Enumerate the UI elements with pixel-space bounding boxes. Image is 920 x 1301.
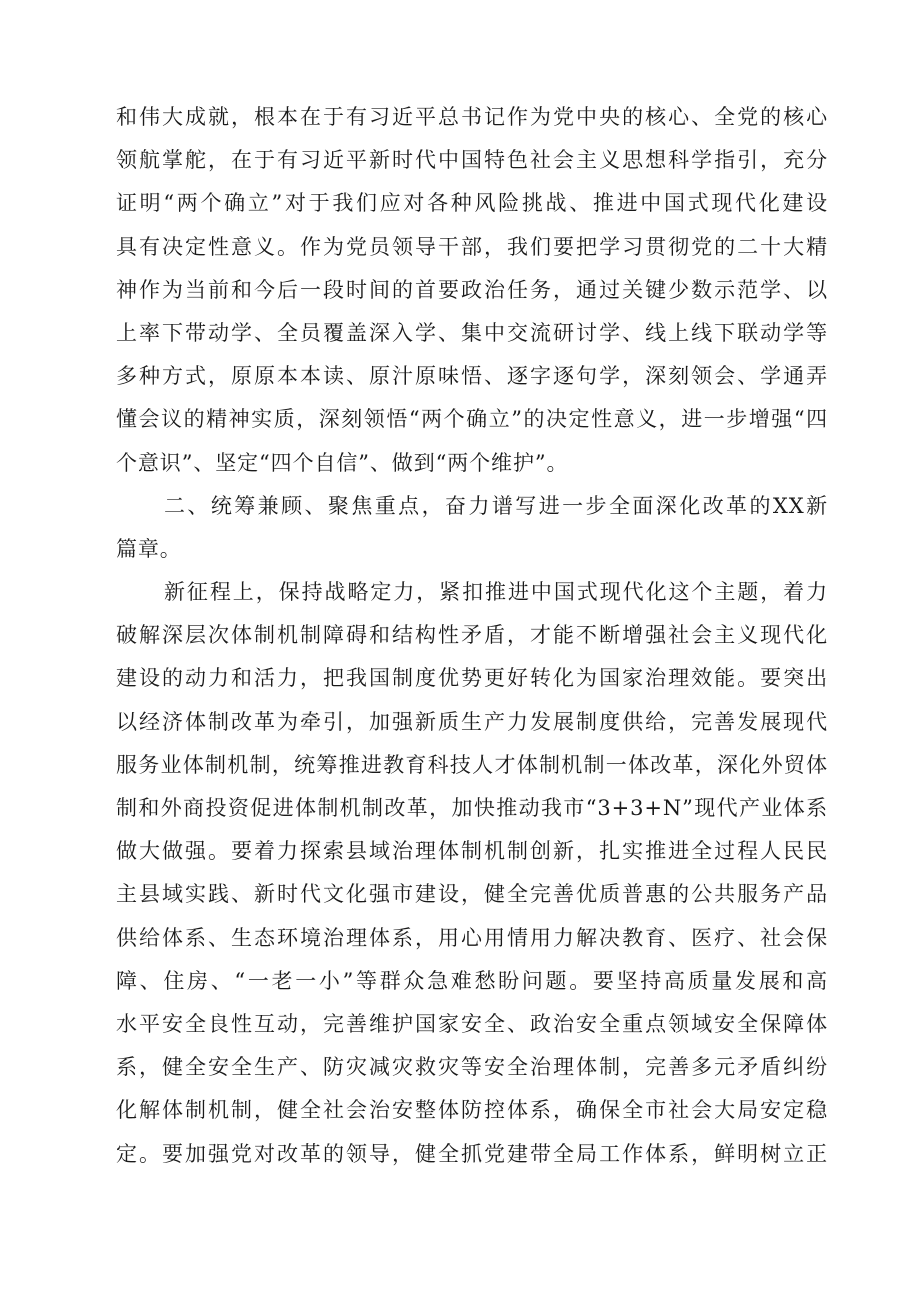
text-line: 和伟大成就，根本在于有习近平总书记作为党中央的核心、全党的核心 bbox=[116, 105, 828, 129]
paragraph-continuation bbox=[116, 96, 828, 485]
text-line: 具有决定性意义。作为党员领导干部，我们要把学习贯彻党的二十大精 bbox=[116, 234, 828, 259]
heading-line: 二、统筹兼顾、聚焦重点，奋力谱写进一步全面深化改革的XX新 bbox=[164, 493, 828, 518]
text-line: 水平安全良性互动，完善维护国家安全、政治安全重点领域安全保障体 bbox=[116, 1011, 828, 1036]
text-line: 神作为当前和今后一段时间的首要政治任务，通过关键少数示范学、以 bbox=[116, 277, 828, 302]
section-heading bbox=[116, 485, 828, 571]
text-line: 懂会议的精神实质，深刻领悟“两个确立”的决定性意义，进一步增强“四 bbox=[116, 407, 828, 432]
text-line: 上率下带动学、全员覆盖深入学、集中交流研讨学、线上线下联动学等 bbox=[116, 320, 828, 345]
text-line: 主县域实践、新时代文化强市建设，健全完善优质普惠的公共服务产品 bbox=[116, 882, 828, 907]
text-line: 新征程上，保持战略定力，紧扣推进中国式现代化这个主题，着力 bbox=[164, 580, 828, 605]
text-line: 化解体制机制，健全社会治安整体防控体系，确保全市社会大局安定稳 bbox=[116, 1098, 828, 1123]
text-line: 障、住房、“一老一小”等群众急难愁盼问题。要坚持高质量发展和高 bbox=[116, 968, 828, 993]
text-line: 领航掌舵，在于有习近平新时代中国特色社会主义思想科学指引，充分 bbox=[116, 148, 828, 173]
text-line: 建设的动力和活力，把我国制度优势更好转化为国家治理效能。要突出 bbox=[116, 666, 828, 691]
text-line: 供给体系、生态环境治理体系，用心用情用力解决教育、医疗、社会保 bbox=[116, 925, 828, 950]
text-line: 证明“两个确立”对于我们应对各种风险挑战、推进中国式现代化建设 bbox=[116, 191, 828, 216]
text-line: 多种方式，原原本本读、原汁原味悟、逐字逐句学，深刻领会、学通弄 bbox=[116, 364, 828, 389]
text-line: 制和外商投资促进体制机制改革，加快推动我市“3+3+N”现代产业体系 bbox=[116, 796, 828, 820]
text-line: 破解深层次体制机制障碍和结构性矛盾，才能不断增强社会主义现代化 bbox=[116, 623, 828, 648]
text-line: 服务业体制机制，统筹推进教育科技人才体制机制一体改革，深化外贸体 bbox=[116, 752, 828, 777]
text-line: 系，健全安全生产、防灾减灾救灾等安全治理体制，完善多元矛盾纠纷 bbox=[116, 1055, 828, 1080]
paragraph bbox=[116, 571, 828, 1176]
heading-line: 篇章。 bbox=[116, 536, 182, 561]
text-line: 个意识”、坚定“四个自信”、做到“两个维护”。 bbox=[116, 450, 569, 475]
text-line: 定。要加强党对改革的领导，健全抓党建带全局工作体系，鲜明树立正 bbox=[116, 1141, 828, 1166]
text-line: 做大做强。要着力探索县域治理体制机制创新，扎实推进全过程人民民 bbox=[116, 839, 828, 864]
text-line: 以经济体制改革为牵引，加强新质生产力发展制度供给，完善发展现代 bbox=[116, 709, 828, 734]
document-body bbox=[116, 96, 828, 1176]
